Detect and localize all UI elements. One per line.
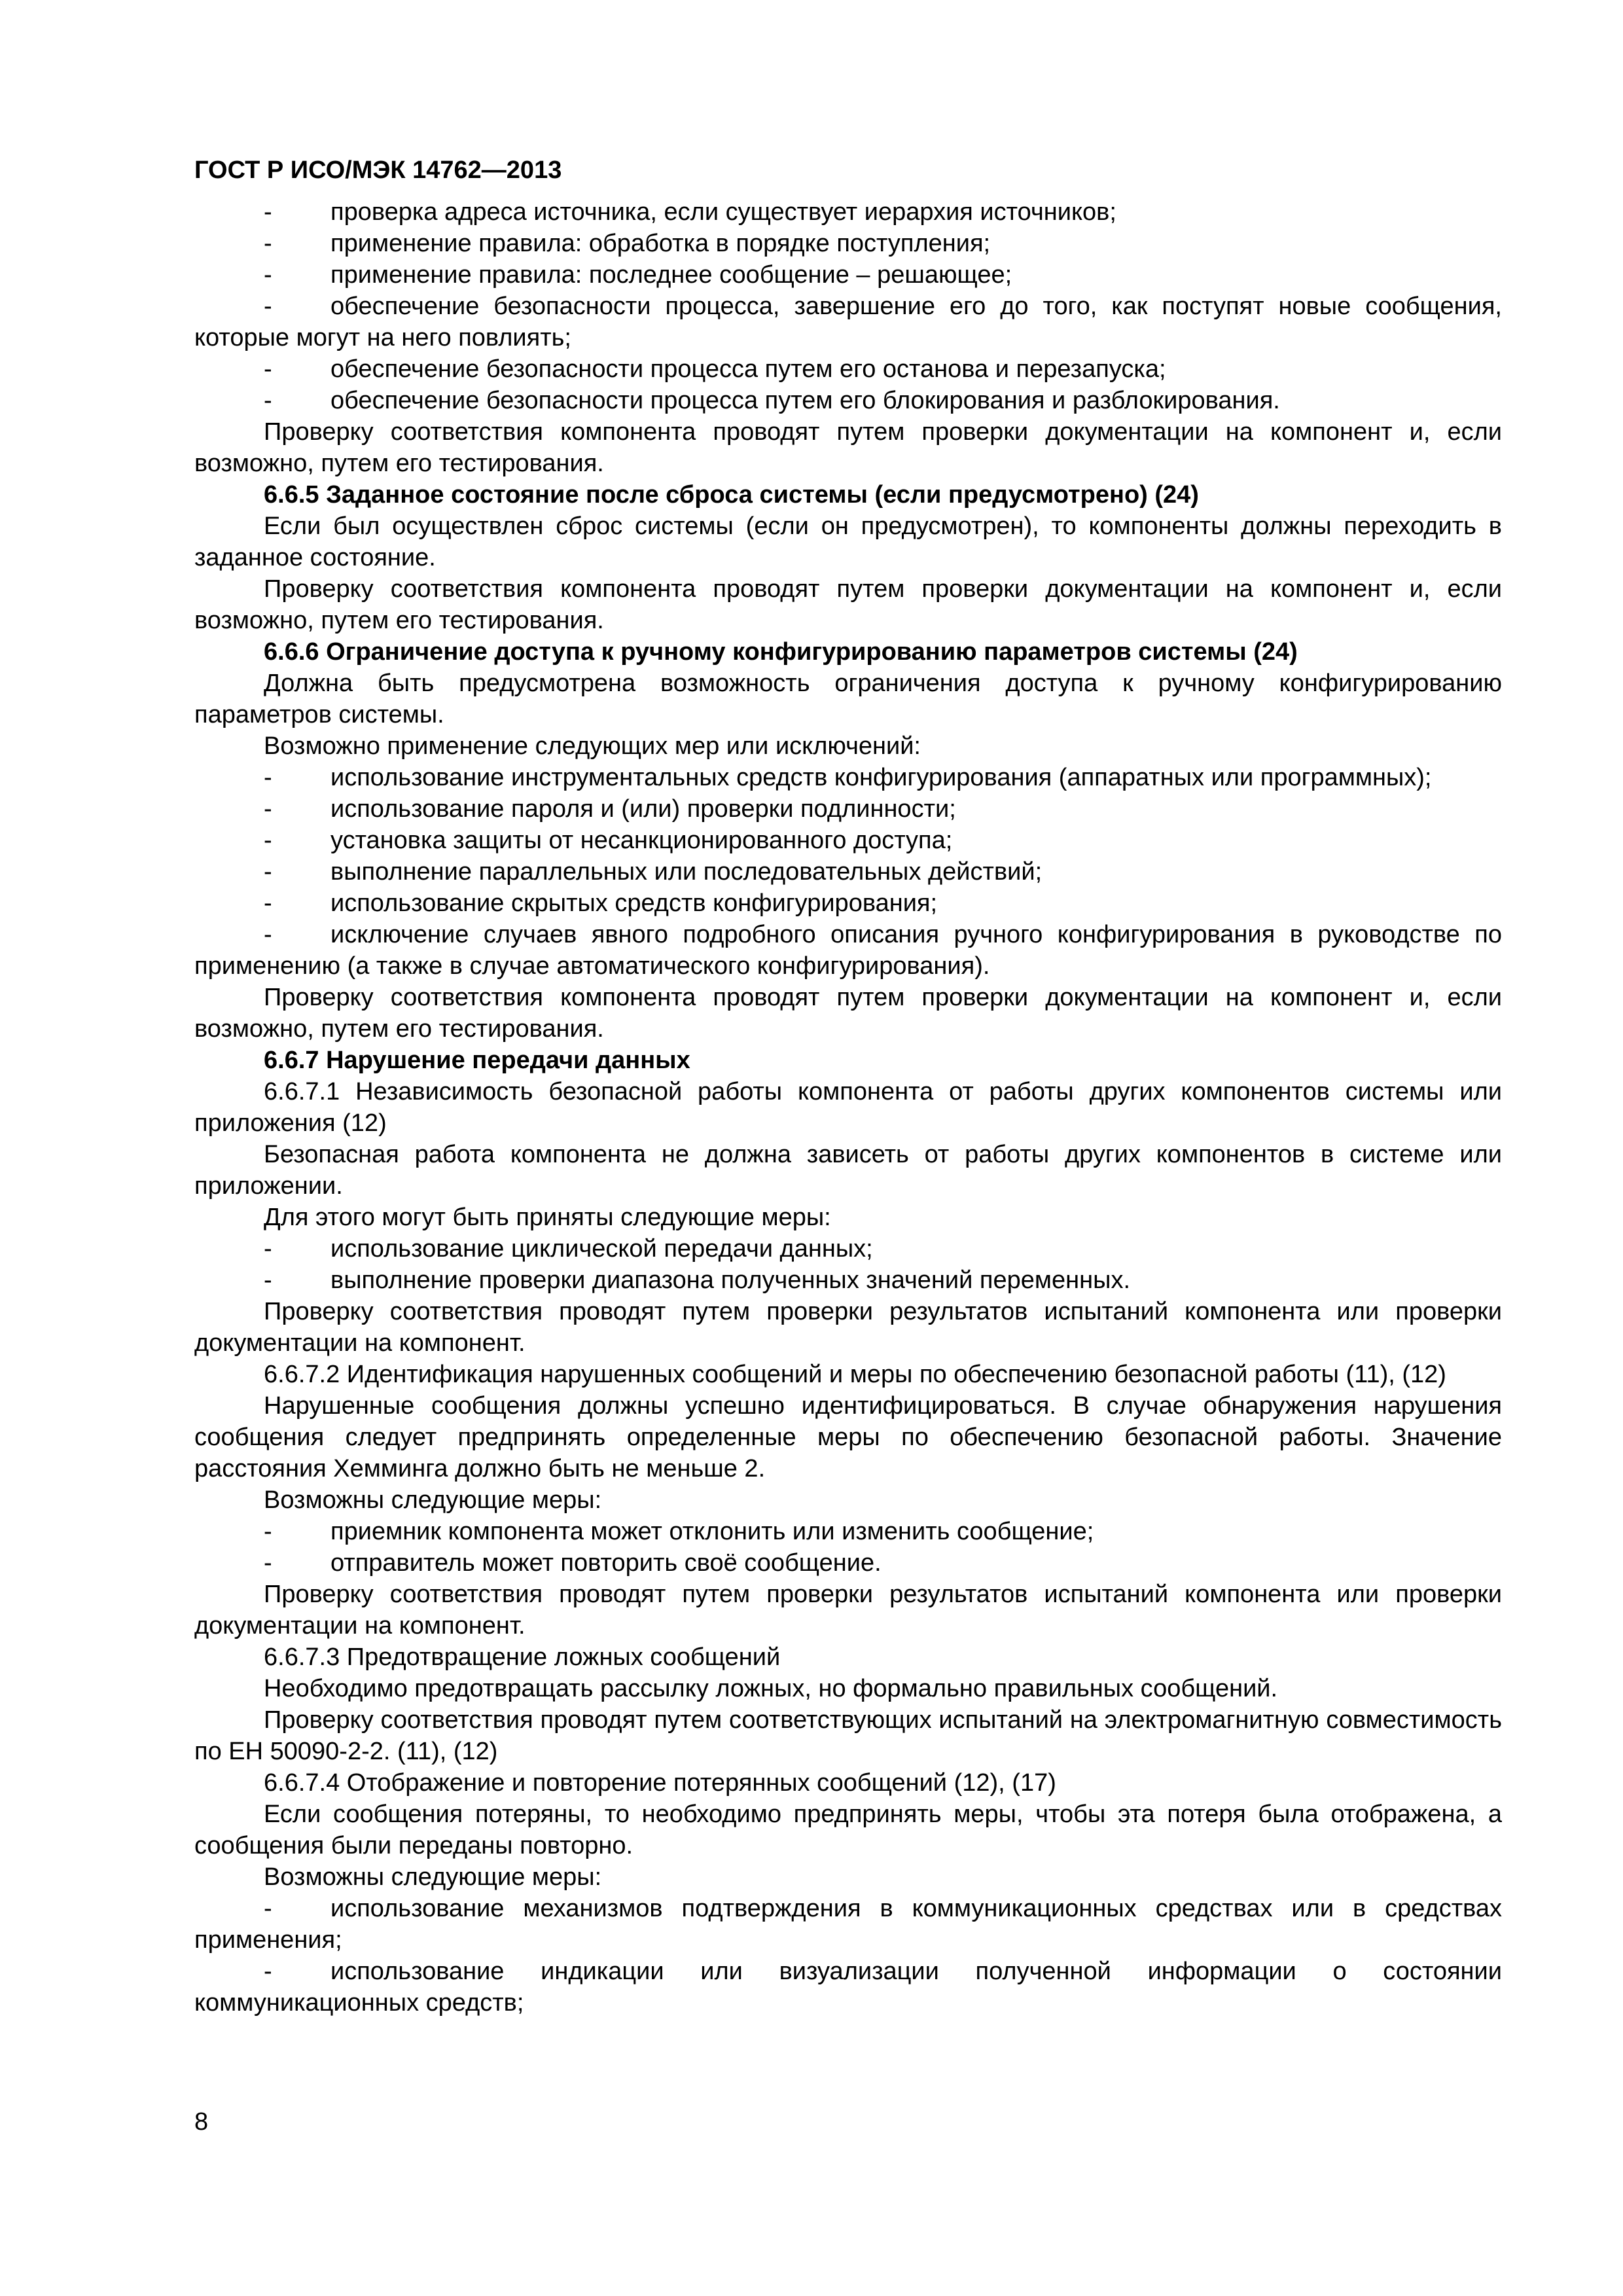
list-item: - применение правила: обработка в порядке поступления; <box>194 228 1502 259</box>
list-item: - применение правила: последнее сообщение – решающее; <box>194 259 1502 291</box>
paragraph: Безопасная работа компонента не должна зависеть от работы других компонентов в системе или приложении. <box>194 1141 1502 1200</box>
paragraph: Необходимо предотвращать рассылку ложных, но формально правильных сообщений. <box>264 1675 1278 1702</box>
list-dash: - <box>264 795 272 823</box>
list-dash: - <box>264 889 272 917</box>
list-dash: - <box>264 764 272 791</box>
list-item: - обеспечение безопасности процесса, завершение его до того, как поступят новые сообщения, которые могут на него повлиять; <box>194 291 1502 353</box>
subsection-heading-6-6-7-4: 6.6.7.4 Отображение и повторение потерянных сообщений (12), (17) <box>264 1769 1056 1797</box>
paragraph: Если сообщения потеряны, то необходимо предпринять меры, чтобы эта потеря была отображена, а сообщения были переданы повторно. <box>194 1801 1502 1859</box>
list-dash: - <box>264 858 272 886</box>
list-item: - использование инструментальных средств конфигурирования (аппаратных или программных); <box>194 762 1502 793</box>
list-item: - проверка адреса источника, если существует иерархия источников; <box>194 196 1502 228</box>
list-dash: - <box>264 921 272 948</box>
paragraph: Проверку соответствия проводят путем проверки результатов испытаний компонента или проверки документации на компонент. <box>194 1581 1502 1640</box>
list-dash: - <box>264 355 272 383</box>
list-item: - выполнение параллельных или последовательных действий; <box>194 856 1502 888</box>
subsection-heading-6-6-7-3: 6.6.7.3 Предотвращение ложных сообщений <box>264 1643 781 1671</box>
list-dash: - <box>264 198 272 226</box>
list-dash: - <box>264 1549 272 1577</box>
list-item: - использование механизмов подтверждения в коммуникационных средствах или в средствах применения; <box>194 1893 1502 1956</box>
list-item: - приемник компонента может отклонить или изменить сообщение; <box>194 1516 1502 1547</box>
paragraph: Возможно применение следующих мер или исключений: <box>264 732 921 760</box>
list-item: - использование циклической передачи данных; <box>194 1233 1502 1265</box>
paragraph: Для этого могут быть приняты следующие меры: <box>264 1204 831 1231</box>
list-item: - использование пароля и (или) проверки подлинности; <box>194 793 1502 825</box>
paragraph: Проверку соответствия компонента проводят путем проверки документации на компонент и, если возможно, путем его тестирования. <box>194 984 1502 1043</box>
section-heading-6-6-6: 6.6.6 Ограничение доступа к ручному конфигурированию параметров системы (24) <box>264 638 1298 666</box>
paragraph: Нарушенные сообщения должны успешно идентифицироваться. В случае обнаружения нарушения сообщения следует предпринять определенные меры по обеспечению безопасной работы. Значение расстояния Хемминга должно быть не меньше 2. <box>194 1392 1502 1482</box>
list-item: - установка защиты от несанкционированного доступа; <box>194 825 1502 856</box>
list-item: - обеспечение безопасности процесса путем его останова и перезапуска; <box>194 353 1502 385</box>
list-dash: - <box>264 1518 272 1545</box>
list-item: - обеспечение безопасности процесса путем его блокирования и разблокирования. <box>194 385 1502 416</box>
paragraph: Проверку соответствия проводят путем соответствующих испытаний на электромагнитную совместимость по ЕН 50090-2-2. (11), (12) <box>194 1706 1502 1765</box>
list-dash: - <box>264 230 272 257</box>
paragraph: Проверку соответствия проводят путем проверки результатов испытаний компонента или проверки документации на компонент. <box>194 1298 1502 1357</box>
section-heading-6-6-7: 6.6.7 Нарушение передачи данных <box>264 1047 690 1074</box>
list-dash: - <box>264 1235 272 1263</box>
list-dash: - <box>264 1895 272 1922</box>
paragraph: Возможны следующие меры: <box>264 1863 602 1891</box>
paragraph: Если был осуществлен сброс системы (если он предусмотрен), то компоненты должны переходить в заданное состояние. <box>194 512 1502 571</box>
section-heading-6-6-5: 6.6.5 Заданное состояние после сброса системы (если предусмотрено) (24) <box>264 481 1199 509</box>
paragraph: Проверку соответствия компонента проводят путем проверки документации на компонент и, если возможно, путем его тестирования. <box>194 418 1502 477</box>
list-dash: - <box>264 827 272 854</box>
list-dash: - <box>264 1266 272 1294</box>
subsection-heading-6-6-7-2: 6.6.7.2 Идентификация нарушенных сообщений и меры по обеспечению безопасной работы (11), (12) <box>264 1361 1446 1388</box>
list-item: - использование индикации или визуализации полученной информации о состоянии коммуникационных средств; <box>194 1956 1502 2018</box>
list-dash: - <box>264 261 272 289</box>
list-item: - выполнение проверки диапазона полученных значений переменных. <box>194 1265 1502 1296</box>
list-dash: - <box>264 387 272 414</box>
list-dash: - <box>264 1958 272 1985</box>
list-item: - отправитель может повторить своё сообщение. <box>194 1547 1502 1579</box>
paragraph: Проверку соответствия компонента проводят путем проверки документации на компонент и, если возможно, путем его тестирования. <box>194 575 1502 634</box>
paragraph: Должна быть предусмотрена возможность ограничения доступа к ручному конфигурированию параметров системы. <box>194 670 1502 728</box>
paragraph: Возможны следующие меры: <box>264 1486 602 1514</box>
subsection-heading-6-6-7-1: 6.6.7.1 Независимость безопасной работы компонента от работы других компонентов системы или приложения (12) <box>194 1078 1502 1137</box>
list-item: - использование скрытых средств конфигурирования; <box>194 888 1502 919</box>
page-content <box>194 196 1502 2018</box>
document-header: ГОСТ Р ИСО/МЭК 14762—2013 <box>194 156 562 184</box>
list-item: - исключение случаев явного подробного описания ручного конфигурирования в руководстве по применению (а также в случае автоматического конфигурирования). <box>194 919 1502 982</box>
list-dash: - <box>264 293 272 320</box>
page-number: 8 <box>194 2108 209 2136</box>
